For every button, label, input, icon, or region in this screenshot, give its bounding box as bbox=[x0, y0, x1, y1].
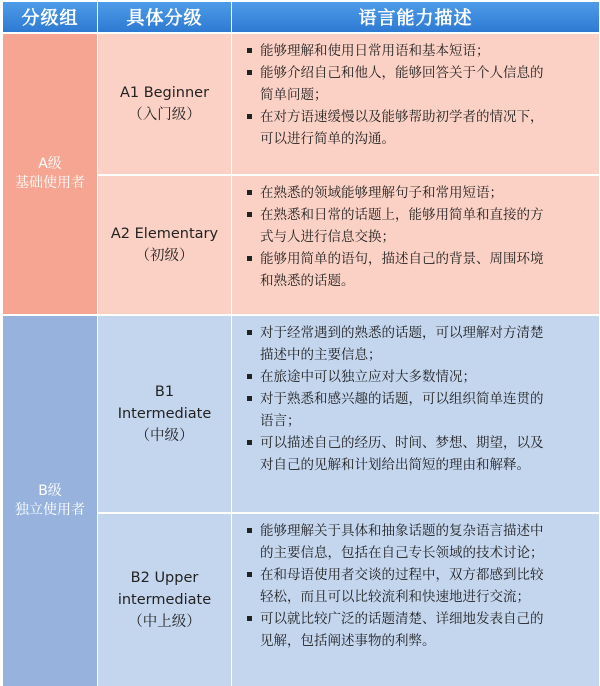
list-item: 能够理解和使用日常用语和基本短语； bbox=[238, 40, 589, 62]
level-b2-line3: （中上级） bbox=[128, 614, 201, 630]
level-b2-cell bbox=[98, 514, 231, 686]
level-a1-line1: A1 Beginner bbox=[119, 85, 210, 101]
list-item: 对于经常遇到的熟悉的话题，可以理解对方清楚 描述中的主要信息； bbox=[238, 322, 589, 366]
square-bullet-icon bbox=[238, 248, 260, 292]
square-bullet-icon bbox=[238, 40, 260, 62]
list-item: 在和母语使用者交谈的过程中，双方都感到比较 轻松，而且可以比较流利和快速地进行交流； bbox=[238, 564, 589, 608]
list-item: 在熟悉的领域能够理解句子和常用短语； bbox=[238, 182, 589, 204]
level-b2-line2: intermediate bbox=[117, 592, 212, 608]
level-b1-line3: （中级） bbox=[135, 428, 194, 444]
group-a-name: 基础使用者 bbox=[15, 175, 85, 191]
square-bullet-icon bbox=[238, 432, 260, 476]
group-a-level: A级 bbox=[38, 156, 62, 172]
square-bullet-icon bbox=[238, 564, 260, 608]
level-a2-description bbox=[232, 176, 599, 314]
level-a2-cell bbox=[98, 176, 231, 314]
header-description: 语言能力描述 bbox=[232, 2, 599, 32]
level-b2-line1: B2 Upper bbox=[130, 570, 199, 586]
list-item: 对于熟悉和感兴趣的话题，可以组织简单连贯的 语言； bbox=[238, 388, 589, 432]
group-b-level: B级 bbox=[38, 483, 62, 499]
square-bullet-icon bbox=[238, 106, 260, 150]
list-item: 可以就比较广泛的话题清楚、详细地发表自己的 见解，包括阐述事物的利弊。 bbox=[238, 608, 589, 652]
list-item: 在对方语速缓慢以及能够帮助初学者的情况下， 可以进行简单的沟通。 bbox=[238, 106, 589, 150]
level-b1-cell bbox=[98, 316, 231, 512]
level-b1-line1: B1 bbox=[154, 384, 175, 400]
level-b1-description bbox=[232, 316, 599, 512]
level-b2-description bbox=[232, 514, 599, 686]
square-bullet-icon bbox=[238, 520, 260, 564]
square-bullet-icon bbox=[238, 204, 260, 248]
square-bullet-icon bbox=[238, 608, 260, 652]
square-bullet-icon bbox=[238, 62, 260, 106]
group-b-cell bbox=[3, 316, 97, 686]
header-group: 分级组 bbox=[3, 2, 97, 32]
square-bullet-icon bbox=[238, 182, 260, 204]
cefr-table bbox=[3, 2, 599, 686]
list-item: 能够理解关于具体和抽象话题的复杂语言描述中 的主要信息，包括在自己专长领域的技术讨论； bbox=[238, 520, 589, 564]
list-item: 能够介绍自己和他人，能够回答关于个人信息的 简单问题； bbox=[238, 62, 589, 106]
square-bullet-icon bbox=[238, 388, 260, 432]
group-b-name: 独立使用者 bbox=[15, 502, 85, 518]
list-item: 可以描述自己的经历、时间、梦想、期望，以及 对自己的见解和计划给出简短的理由和解释。 bbox=[238, 432, 589, 476]
level-a2-line1: A2 Elementary bbox=[110, 226, 219, 242]
level-a2-line2: （初级） bbox=[135, 248, 194, 264]
level-a1-description bbox=[232, 34, 599, 174]
level-a1-line2: （入门级） bbox=[128, 107, 201, 123]
level-a1-cell bbox=[98, 34, 231, 174]
group-a-cell bbox=[3, 34, 97, 314]
list-item: 能够用简单的语句，描述自己的背景、周围环境 和熟悉的话题。 bbox=[238, 248, 589, 292]
square-bullet-icon bbox=[238, 322, 260, 366]
square-bullet-icon bbox=[238, 366, 260, 388]
level-b1-line2: Intermediate bbox=[117, 406, 212, 422]
header-level: 具体分级 bbox=[98, 2, 231, 32]
list-item: 在熟悉和日常的话题上，能够用简单和直接的方 式与人进行信息交换； bbox=[238, 204, 589, 248]
list-item: 在旅途中可以独立应对大多数情况； bbox=[238, 366, 589, 388]
